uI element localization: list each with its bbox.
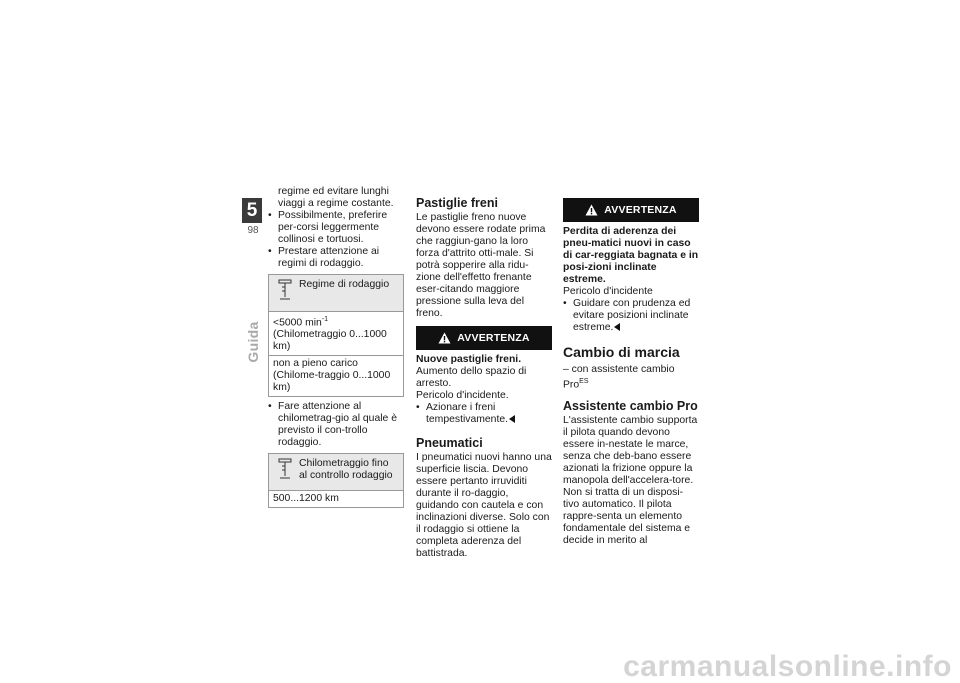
list-item: • Azionare i freni tempestivamente. — [416, 402, 552, 426]
warning-banner: AVVERTENZA — [563, 198, 699, 222]
end-marker-icon — [509, 415, 515, 423]
warning-triangle-icon — [438, 332, 451, 344]
break-in-check-table — [268, 453, 404, 508]
warning-banner: AVVERTENZA — [416, 326, 552, 350]
page-number: 98 — [247, 225, 259, 236]
section-heading: Pneumatici — [416, 436, 483, 450]
column-1 — [268, 186, 404, 512]
warning-text: Pericolo d'incidente. — [416, 390, 509, 401]
table-title: Chilometraggio fino al controllo rodaggio — [299, 458, 393, 482]
warning-list — [416, 402, 552, 426]
specification-icon — [278, 279, 292, 301]
list-item: • Fare attenzione al chilometrag-gio al quale è previsto il con-trollo rodaggio. — [268, 401, 404, 449]
list-item: • Guidare con prudenza ed evitare posizioni inclinate estreme. — [563, 298, 699, 334]
warning-list — [563, 298, 699, 334]
continued-text: regime ed evitare lunghi viaggi a regime costante. — [278, 186, 394, 209]
warning-text: Aumento dello spazio di arresto. — [416, 366, 527, 389]
warning-title: Nuove pastiglie freni. — [416, 354, 522, 365]
equipment-line: – con assistente cambio Pro$^{ES}$ — [563, 364, 675, 391]
warning-triangle-icon — [585, 204, 598, 216]
table-row: <5000 $\min^{-1}$ (Chilometraggio 0...1000 km) — [269, 312, 403, 356]
chapter-label: Guida — [245, 321, 261, 363]
table-row: non a pieno carico (Chilome-traggio 0...1000 km) — [273, 358, 391, 394]
tips-list-2 — [268, 401, 404, 449]
table-row: 500...1200 km — [273, 493, 339, 505]
list-item: • Prestare attenzione ai regimi di rodaggio. — [268, 246, 404, 270]
watermark-text: carmanualsonline.info — [623, 650, 952, 683]
table-title: Regime di rodaggio — [299, 279, 390, 290]
end-marker-icon — [614, 323, 620, 331]
section-heading: Pastiglie freni — [416, 196, 498, 210]
warning-text: Pericolo d'incidente — [563, 286, 653, 297]
column-2 — [416, 186, 552, 560]
section-heading: Cambio di marcia — [563, 344, 680, 360]
table-header — [269, 275, 403, 312]
table-header — [269, 454, 403, 491]
tips-list — [268, 210, 404, 270]
list-item: • Possibilmente, preferire per-corsi leggermente collinosi e tortuosi. — [268, 210, 404, 246]
warning-title: Perdita di aderenza dei pneu-matici nuovi in caso di car-reggiata bagnata e in posi-zioni inclinate estreme. — [563, 226, 699, 285]
break-in-rpm-table — [268, 274, 404, 397]
column-3 — [563, 186, 699, 547]
section-heading: Assistente cambio Pro — [563, 399, 698, 414]
specification-icon — [278, 458, 292, 480]
chapter-number: 5 — [242, 198, 262, 223]
paragraph: L'assistente cambio supporta il pilota quando devono essere in-nestate le marce, senza che deb-bano essere azionati la frizione oppure la manopola dell'accelera-tore. Non si tratta di un disposi-tivo automatico. Il pilota rappre-senta un elemento fondamentale del sistema e decide in merito al — [563, 415, 698, 547]
paragraph: Le pastiglie freno nuove devono essere rodate prima che raggiun-gano la loro forza d'attrito otti-male. Si potrà sopperire alla ridu-zione dell'effetto frenante eser-citando maggiore pressione sulla leva del freno. — [416, 212, 546, 319]
paragraph: I pneumatici nuovi hanno una superficie liscia. Devono essere pertanto irruviditi durante il ro-daggio, guidando con cautela e con inclinazioni diverse. Solo con il rodaggio si ottiene la completa aderenza del battistrada. — [416, 452, 552, 559]
